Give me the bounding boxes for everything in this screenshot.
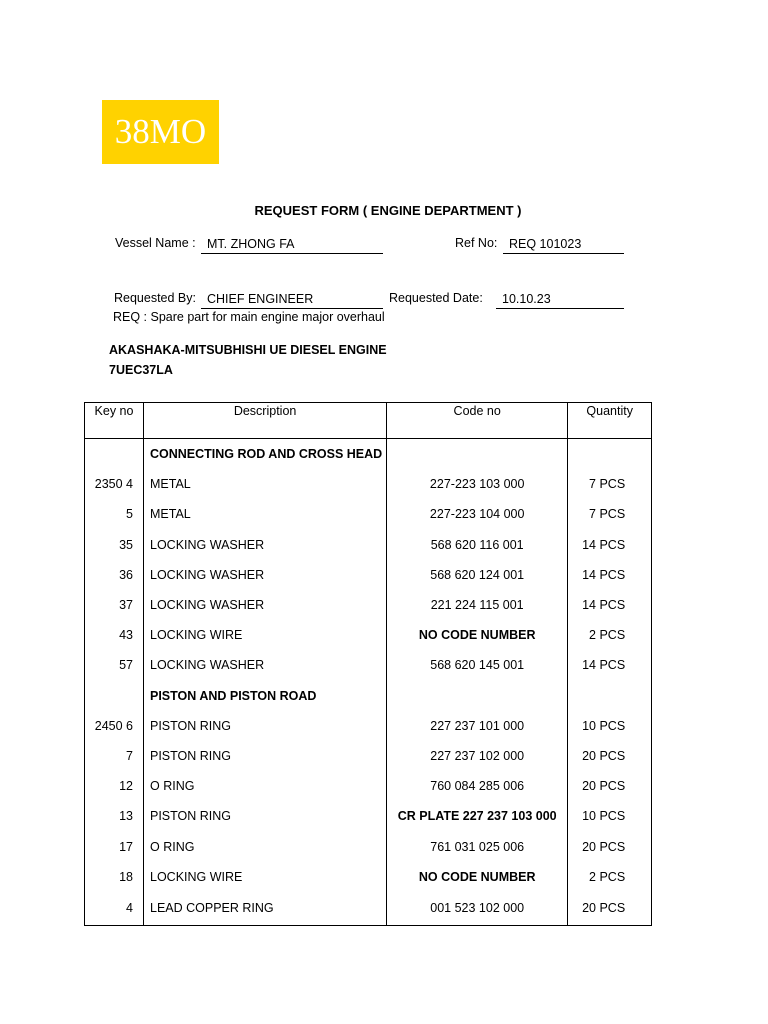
description-cell: LOCKING WASHER [144,560,387,590]
table-row [85,530,652,560]
section-row [85,439,652,470]
logo-text: 38MO [114,112,207,151]
header-key-no: Key no [85,403,144,439]
quantity-cell: 7 PCS [568,469,652,499]
table-row [85,650,652,680]
key-cell: 36 [85,560,144,590]
ref-no-label: Ref No: [455,236,498,250]
code-cell: 568 620 124 001 [387,560,568,590]
key-cell: 4 [85,892,144,926]
description-cell: METAL [144,469,387,499]
table-row [85,892,652,926]
table-row [85,862,652,892]
code-cell: CR PLATE 227 237 103 000 [387,801,568,831]
section-row [85,681,652,711]
requested-date-value: 10.10.23 [496,291,624,309]
key-cell [85,681,144,711]
key-cell: 2450 6 [85,711,144,741]
table-row [85,499,652,529]
key-cell [85,439,144,470]
quantity-cell: 7 PCS [568,499,652,529]
description-cell: O RING [144,831,387,861]
key-cell: 7 [85,741,144,771]
code-cell: 227 237 101 000 [387,711,568,741]
description-cell: PISTON RING [144,711,387,741]
table-row [85,801,652,831]
quantity-cell: 20 PCS [568,741,652,771]
quantity-cell: 14 PCS [568,560,652,590]
description-cell: LOCKING WASHER [144,650,387,680]
description-cell: PISTON AND PISTON ROAD [144,681,387,711]
key-cell: 57 [85,650,144,680]
quantity-cell: 14 PCS [568,650,652,680]
key-cell: 12 [85,771,144,801]
parts-table-body [85,439,652,926]
description-cell: LEAD COPPER RING [144,892,387,926]
ref-no-value: REQ 101023 [503,236,624,254]
description-cell: LOCKING WIRE [144,862,387,892]
table-row [85,560,652,590]
description-cell: LOCKING WASHER [144,590,387,620]
description-cell: METAL [144,499,387,529]
quantity-cell: 14 PCS [568,530,652,560]
company-logo [102,100,219,164]
code-cell: NO CODE NUMBER [387,620,568,650]
quantity-cell: 14 PCS [568,590,652,620]
description-cell: PISTON RING [144,741,387,771]
code-cell [387,681,568,711]
requested-by-value: CHIEF ENGINEER [201,291,383,309]
code-cell: NO CODE NUMBER [387,862,568,892]
vessel-name-label: Vessel Name : [115,236,196,250]
description-cell: PISTON RING [144,801,387,831]
form-title: REQUEST FORM ( ENGINE DEPARTMENT ) [254,203,522,218]
code-cell: 227-223 103 000 [387,469,568,499]
table-row [85,831,652,861]
description-cell: O RING [144,771,387,801]
code-cell [387,439,568,470]
quantity-cell [568,439,652,470]
code-cell: 760 084 285 006 [387,771,568,801]
header-code-no: Code no [387,403,568,439]
key-cell: 18 [85,862,144,892]
table-row [85,741,652,771]
quantity-cell [568,681,652,711]
table-row [85,590,652,620]
key-cell: 13 [85,801,144,831]
code-cell: 001 523 102 000 [387,892,568,926]
quantity-cell: 2 PCS [568,862,652,892]
code-cell: 227 237 102 000 [387,741,568,771]
description-cell: LOCKING WIRE [144,620,387,650]
engine-model-line2: 7UEC37LA [109,363,173,377]
key-cell: 17 [85,831,144,861]
code-cell: 568 620 116 001 [387,530,568,560]
table-row [85,620,652,650]
req-note: REQ : Spare part for main engine major overhaul [113,310,385,324]
key-cell: 43 [85,620,144,650]
table-row [85,711,652,741]
quantity-cell: 10 PCS [568,711,652,741]
header-quantity: Quantity [568,403,652,439]
key-cell: 5 [85,499,144,529]
quantity-cell: 10 PCS [568,801,652,831]
parts-table [84,402,652,926]
code-cell: 221 224 115 001 [387,590,568,620]
code-cell: 761 031 025 006 [387,831,568,861]
quantity-cell: 20 PCS [568,831,652,861]
description-cell: CONNECTING ROD AND CROSS HEAD [144,439,387,470]
key-cell: 2350 4 [85,469,144,499]
key-cell: 37 [85,590,144,620]
table-row [85,771,652,801]
requested-by-label: Requested By: [114,291,196,305]
header-description: Description [144,403,387,439]
description-cell: LOCKING WASHER [144,530,387,560]
table-header-row [85,403,652,439]
quantity-cell: 20 PCS [568,771,652,801]
requested-date-label: Requested Date: [389,291,483,305]
table-row [85,469,652,499]
key-cell: 35 [85,530,144,560]
engine-model-line1: AKASHAKA-MITSUBHISHI UE DIESEL ENGINE [109,343,387,357]
code-cell: 227-223 104 000 [387,499,568,529]
quantity-cell: 20 PCS [568,892,652,926]
code-cell: 568 620 145 001 [387,650,568,680]
quantity-cell: 2 PCS [568,620,652,650]
vessel-name-value: MT. ZHONG FA [201,236,383,254]
